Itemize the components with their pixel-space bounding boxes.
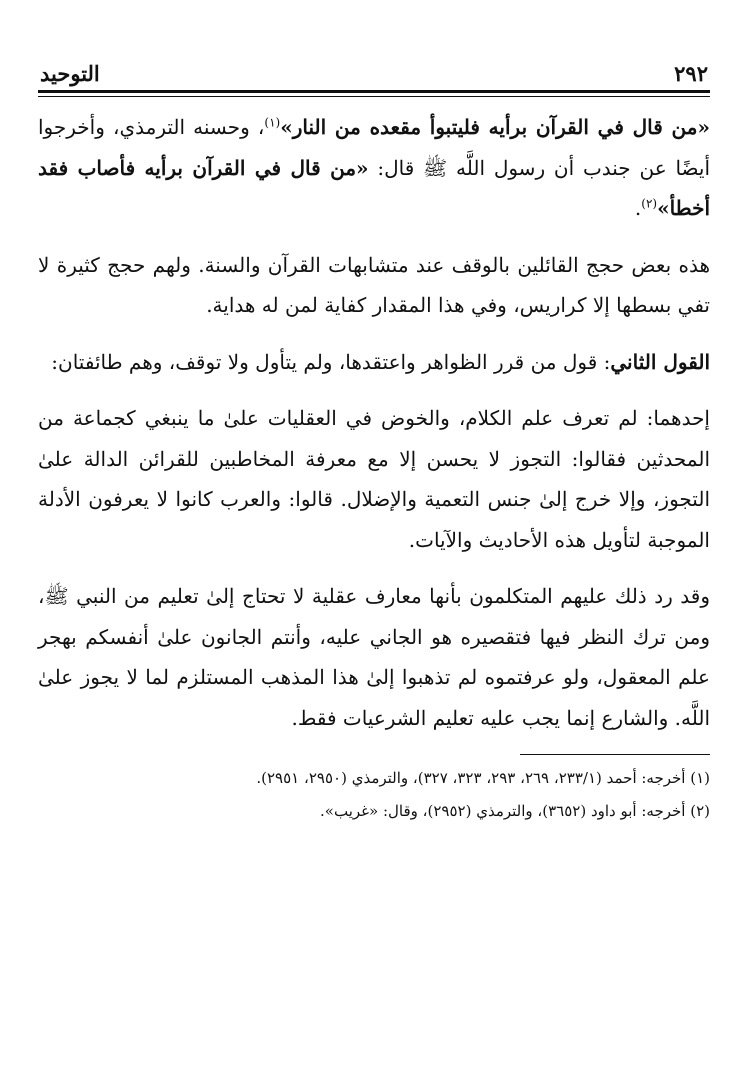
page-header <box>38 52 710 86</box>
footnote-2: (٢) أخرجه: أبو داود (٣٦٥٢)، والترمذي (٢٩٥٢)، وقال: «غريب». <box>320 802 710 820</box>
hadith-quote-1: «من قال في القرآن برأيه فليتبوأ مقعده من النار» <box>280 115 710 139</box>
page-number: ٢٩٢ <box>674 61 708 86</box>
paragraph-text: ، وحسنه الترمذي، وأخرجوا أيضًا عن جندب أن رسول اللَّه ﷺ قال: <box>38 115 710 180</box>
footnote-ref-2: (٢) <box>641 196 658 211</box>
running-title: التوحيد <box>40 61 100 86</box>
paragraph-5: وقد رد ذلك عليهم المتكلمون بأنها معارف عقلية لا تحتاج إلىٰ تعليم من النبي ﷺ، ومن ترك النظر فيها فتقصيره هو الجاني عليه، وأنتم الجانون علىٰ أنفسكم بهجر علم المعقول، ولو عرفتموه لم تذهبوا إلىٰ هذا المذهب المستلزم لما لا يجوز علىٰ اللَّه. والشارع إنما يجب عليه تعليم الشرعيات فقط. <box>38 584 710 730</box>
book-page <box>38 52 710 831</box>
footnote-separator <box>520 754 710 755</box>
paragraph-2: هذه بعض حجج القائلين بالوقف عند متشابهات القرآن والسنة. ولهم حجج كثيرة لا تفي بسطها إلا كراريس، وفي هذا المقدار كفاية لمن له هداية. <box>38 252 710 317</box>
section-label: القول الثاني <box>610 349 710 374</box>
footnotes <box>38 765 710 825</box>
hadith-quote-2: «من قال في القرآن برأيه فأصاب فقد أخطأ» <box>38 155 710 220</box>
header-rule-thick <box>38 90 710 93</box>
paragraph-3 <box>38 342 710 383</box>
main-text <box>38 107 710 738</box>
footnote-ref-1: (١) <box>264 115 281 130</box>
paragraph-text: . <box>634 196 642 220</box>
paragraph-1 <box>38 107 710 229</box>
footnote-1: (١) أخرجه: أحمد (٢٣٣/١، ٢٦٩، ٢٩٣، ٣٢٣، ٣٢٧)، والترمذي (٢٩٥٠، ٢٩٥١). <box>256 769 710 787</box>
paragraph-4: إحدهما: لم تعرف علم الكلام، والخوض في العقليات علىٰ ما ينبغي كجماعة من المحدثين فقالوا: التجوز لا يحسن إلا مع معرفة المخاطبين للقرائن الدالة علىٰ التجوز، وإلا خرج إلىٰ جنس التعمية والإضلال. قالوا: والعرب كانوا لا يعرفون الأدلة الموجبة لتأويل هذه الأحاديث والآيات. <box>38 406 710 552</box>
header-rule-thin <box>38 96 710 97</box>
paragraph-text: : قول من قرر الظواهر واعتقدها، ولم يتأول ولا توقف، وهم طائفتان: <box>51 349 611 374</box>
